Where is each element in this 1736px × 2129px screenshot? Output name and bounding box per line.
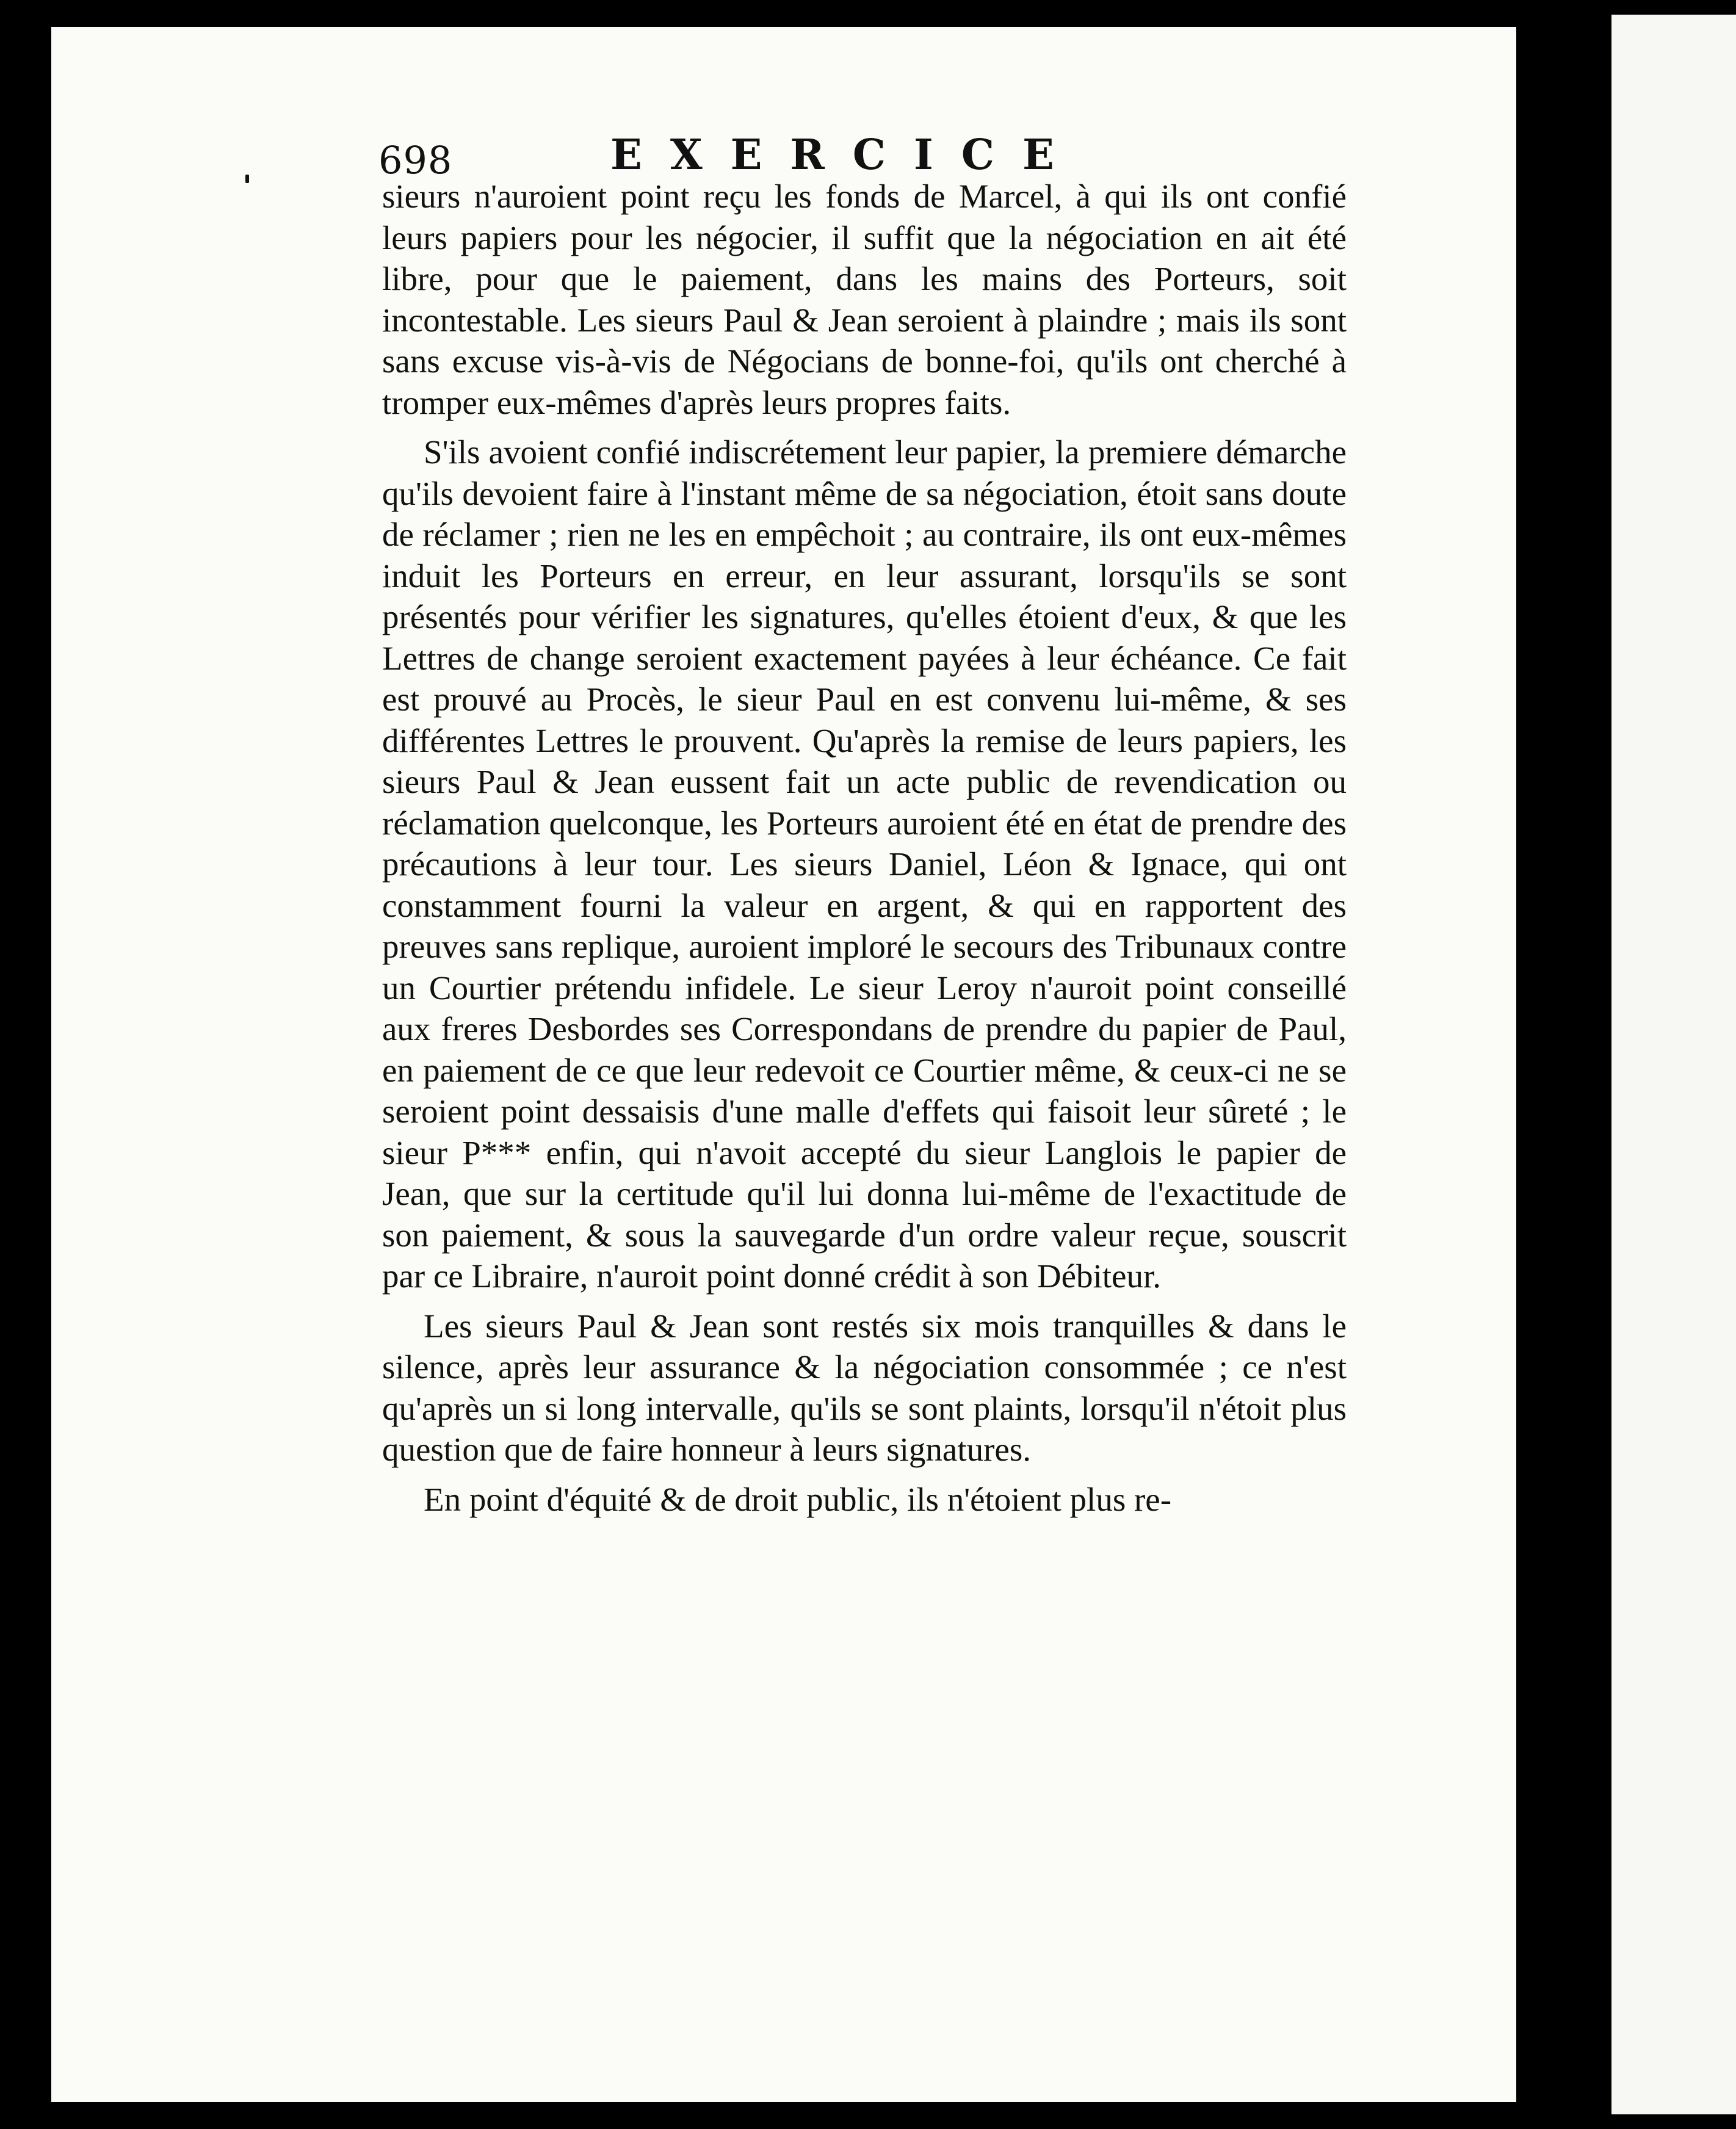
- body-text: [382, 176, 1347, 1520]
- page-title: EXERCICE: [610, 131, 1082, 179]
- right-page-edge: [1611, 15, 1736, 2114]
- paragraph-continuation: sieurs n'auroient point reçu les fonds de Marcel, à qui ils ont confié leurs papiers pour les négocier, il suffit que la négociation en ait été libre, pour que le paiement, dans les mains des Porteurs, soit incontestable. Les sieurs Paul & Jean seroient à plaindre ; mais ils sont sans excuse vis-à-vis de Négocians de bonne-foi, qu'ils ont cherché à tromper eux-mêmes d'après leurs propres faits.: [382, 178, 1347, 421]
- paragraph: Les sieurs Paul & Jean sont restés six mois tranquilles & dans le silence, après leur assurance & la négociation consommée ; ce n'est qu'après un si long intervalle, qu'ils se sont plaints, lorsqu'il n'étoit plus question que de faire honneur à leurs signatures.: [382, 1307, 1347, 1468]
- page-number: 698: [378, 138, 453, 183]
- paragraph: S'ils avoient confié indiscrétement leur papier, la premiere démarche qu'ils devoient faire à l'instant même de sa négociation, étoit sans doute de réclamer ; rien ne les en empêchoit ; au contraire, ils ont eux-mêmes induit les Porteurs en erreur, en leur assurant, lorsqu'ils se sont présentés pour vérifier les signatures, qu'elles étoient d'eux, & que les Lettres de change seroient exactement payées à leur échéance. Ce fait est prouvé au Procès, le sieur Paul en est convenu lui-même, & ses différentes Lettres le prouvent. Qu'après la remise de leurs papiers, les sieurs Paul & Jean eussent fait un acte public de revendication ou réclamation quelconque, les Porteurs auroient été en état de prendre des précautions à leur tour. Les sieurs Daniel, Léon & Ignace, qui ont constamment fourni la valeur en argent, & qui en rapportent des preuves sans replique, auroient imploré le secours des Tribunaux contre un Courtier prétendu infidele. Le sieur Leroy n'auroit point conseillé aux freres Desbordes ses Correspondans de prendre du papier de Paul, en paiement de ce que leur redevoit ce Courtier même, & ceux-ci ne se seroient point dessaisis d'une malle d'effets qui faisoit leur sûreté ; le sieur P*** enfin, qui n'avoit accepté du sieur Langlois le papier de Jean, que sur la certitude qu'il lui donna lui-même de l'exactitude de son paiement, & sous la sauvegarde d'un ordre valeur reçue, souscrit par ce Libraire, n'auroit point donné crédit à son Débiteur.: [382, 433, 1347, 1295]
- book-gutter: [1516, 0, 1611, 2129]
- ink-speck: [245, 175, 249, 183]
- paragraph: En point d'équité & de droit public, ils n'étoient plus re-: [424, 1480, 1172, 1518]
